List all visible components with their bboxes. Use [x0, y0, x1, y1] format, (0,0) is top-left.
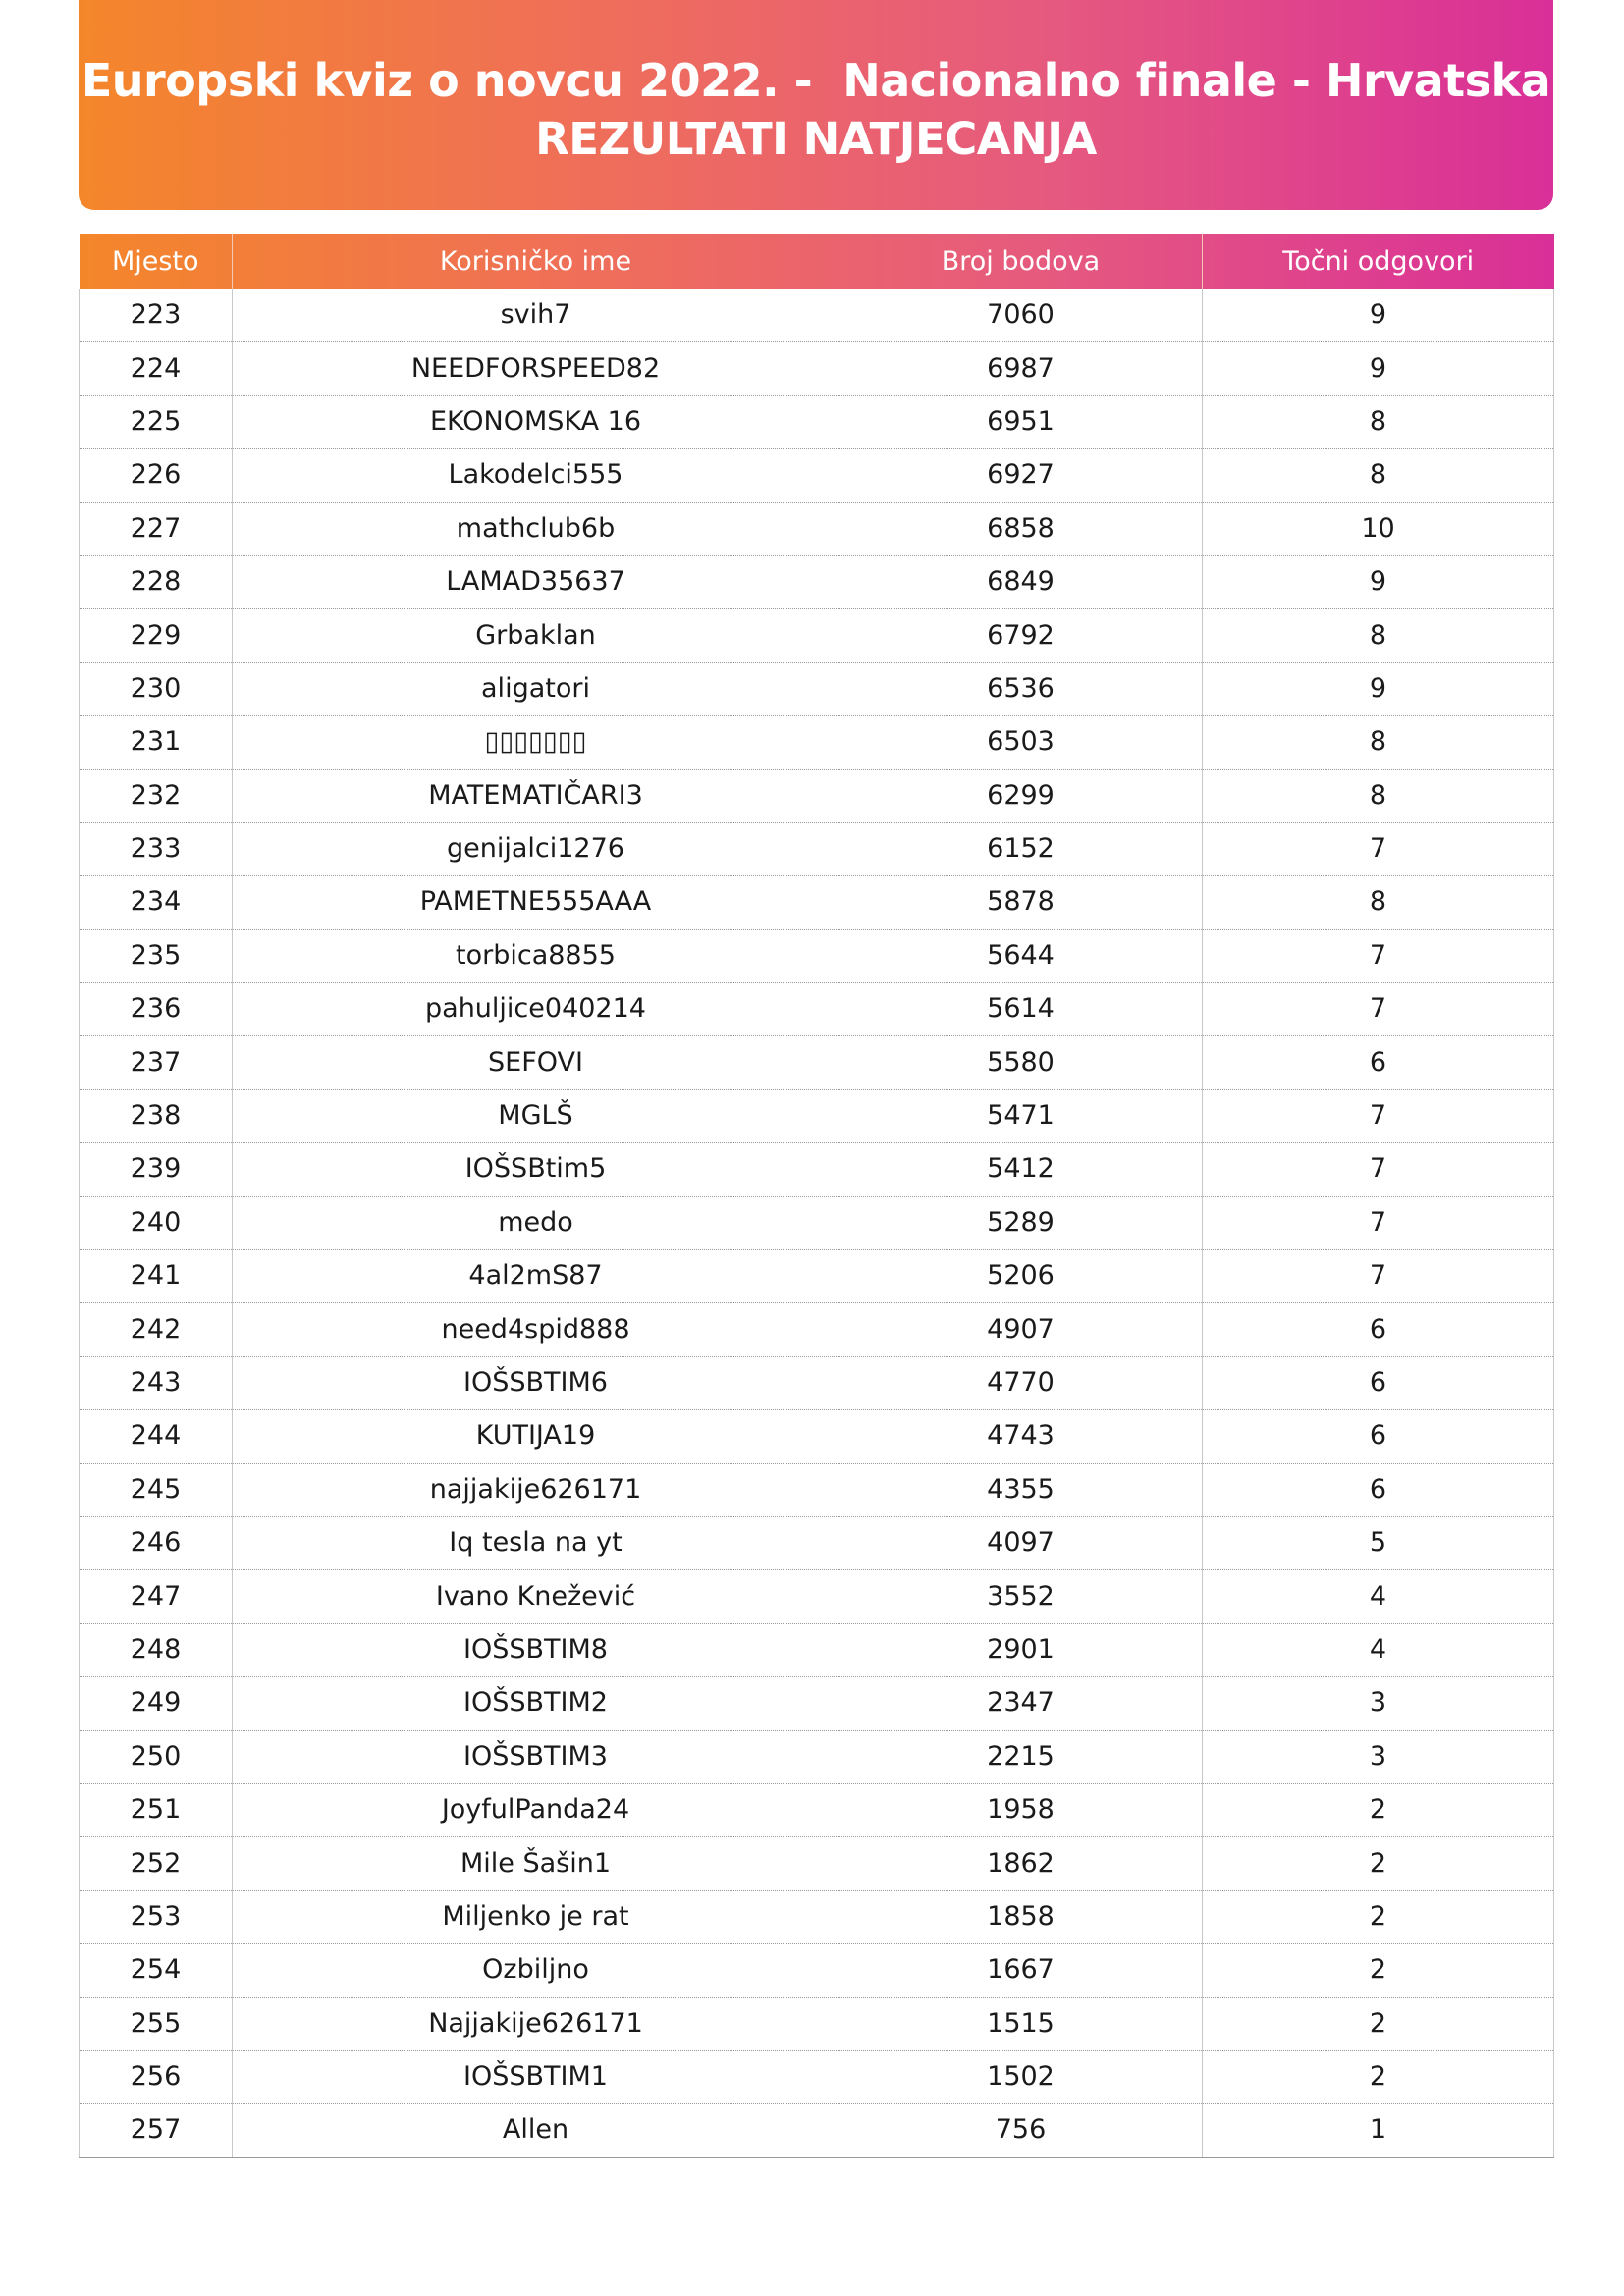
username-cell: IOŠSBTIM2 [233, 1677, 839, 1730]
username-cell: IOŠSBtim5 [233, 1143, 839, 1196]
rank-cell: 254 [80, 1944, 233, 1997]
correct-answers-cell: 6 [1203, 1463, 1554, 1516]
points-cell: 5580 [839, 1036, 1203, 1089]
correct-answers-cell: 2 [1203, 1997, 1554, 2050]
correct-answers-cell: 7 [1203, 1143, 1554, 1196]
points-cell: 5644 [839, 929, 1203, 982]
points-cell: 1515 [839, 1997, 1203, 2050]
correct-answers-cell: 4 [1203, 1623, 1554, 1676]
table-row [80, 876, 1554, 929]
correct-answers-cell: 6 [1203, 1036, 1554, 1089]
points-cell: 3552 [839, 1570, 1203, 1623]
username-cell: need4spid888 [233, 1303, 839, 1356]
username-cell: najjakije626171 [233, 1463, 839, 1516]
username-cell: Mile Šašin1 [233, 1837, 839, 1890]
correct-answers-cell: 7 [1203, 929, 1554, 982]
username-cell: ▯▯▯▯▯▯▯ [233, 716, 839, 769]
rank-cell: 248 [80, 1623, 233, 1676]
correct-answers-cell: 7 [1203, 1196, 1554, 1249]
table-row [80, 983, 1554, 1036]
username-cell: IOŠSBTIM8 [233, 1623, 839, 1676]
table-row [80, 716, 1554, 769]
column-header-mjesto: Mjesto [111, 245, 199, 277]
points-cell: 6927 [839, 449, 1203, 502]
table-row [80, 1623, 1554, 1676]
points-cell: 5471 [839, 1089, 1203, 1142]
username-cell: Lakodelci555 [233, 449, 839, 502]
username-cell: Najjakije626171 [233, 1997, 839, 2050]
rank-cell: 227 [80, 502, 233, 555]
table-body [80, 289, 1554, 2157]
username-cell: MGLŠ [233, 1089, 839, 1142]
rank-cell: 242 [80, 1303, 233, 1356]
correct-answers-cell: 3 [1203, 1730, 1554, 1783]
username-cell: LAMAD35637 [233, 555, 839, 608]
table-row [80, 609, 1554, 662]
rank-cell: 241 [80, 1250, 233, 1303]
rank-cell: 233 [80, 822, 233, 875]
points-cell: 2347 [839, 1677, 1203, 1730]
correct-answers-cell: 5 [1203, 1516, 1554, 1569]
table-row [80, 1783, 1554, 1836]
correct-answers-cell: 9 [1203, 555, 1554, 608]
points-cell: 4097 [839, 1516, 1203, 1569]
points-cell: 6858 [839, 502, 1203, 555]
table-row [80, 1036, 1554, 1089]
username-cell: NEEDFORSPEED82 [233, 342, 839, 395]
rank-cell: 244 [80, 1410, 233, 1463]
rank-cell: 232 [80, 769, 233, 822]
table-row [80, 929, 1554, 982]
rank-cell: 230 [80, 662, 233, 715]
rank-cell: 243 [80, 1356, 233, 1409]
points-cell: 7060 [839, 289, 1203, 342]
page-title: Europski kviz o novcu 2022. - Nacionalno finale - Hrvatska [81, 54, 1551, 107]
correct-answers-cell: 8 [1203, 769, 1554, 822]
table-row [80, 822, 1554, 875]
points-cell: 4907 [839, 1303, 1203, 1356]
table-row [80, 449, 1554, 502]
rank-cell: 235 [80, 929, 233, 982]
username-cell: 4al2mS87 [233, 1250, 839, 1303]
points-cell: 6536 [839, 662, 1203, 715]
correct-answers-cell: 8 [1203, 876, 1554, 929]
rank-cell: 255 [80, 1997, 233, 2050]
points-cell: 6792 [839, 609, 1203, 662]
table-row [80, 342, 1554, 395]
table-row [80, 1303, 1554, 1356]
points-cell: 756 [839, 2104, 1203, 2157]
table-row [80, 1196, 1554, 1249]
username-cell: Ivano Knežević [233, 1570, 839, 1623]
column-header-korisnicko-ime: Korisničko ime [233, 234, 839, 289]
username-cell: IOŠSBTIM3 [233, 1730, 839, 1783]
table-row [80, 1250, 1554, 1303]
rank-cell: 237 [80, 1036, 233, 1089]
username-cell: Allen [233, 2104, 839, 2157]
username-cell: svih7 [233, 289, 839, 342]
correct-answers-cell: 1 [1203, 2104, 1554, 2157]
points-cell: 5614 [839, 983, 1203, 1036]
correct-answers-cell: 6 [1203, 1303, 1554, 1356]
rank-cell: 229 [80, 609, 233, 662]
points-cell: 4770 [839, 1356, 1203, 1409]
rank-cell: 253 [80, 1890, 233, 1943]
points-cell: 6299 [839, 769, 1203, 822]
correct-answers-cell: 2 [1203, 1837, 1554, 1890]
correct-answers-cell: 8 [1203, 609, 1554, 662]
rank-cell: 234 [80, 876, 233, 929]
username-cell: medo [233, 1196, 839, 1249]
correct-answers-cell: 6 [1203, 1410, 1554, 1463]
username-cell: genijalci1276 [233, 822, 839, 875]
username-cell: KUTIJA19 [233, 1410, 839, 1463]
table-row [80, 555, 1554, 608]
points-cell: 5412 [839, 1143, 1203, 1196]
points-cell: 6987 [839, 342, 1203, 395]
username-cell: EKONOMSKA 16 [233, 395, 839, 448]
rank-cell: 236 [80, 983, 233, 1036]
column-header-broj-bodova: Broj bodova [839, 234, 1203, 289]
username-cell: JoyfulPanda24 [233, 1783, 839, 1836]
username-cell: aligatori [233, 662, 839, 715]
points-cell: 1858 [839, 1890, 1203, 1943]
correct-answers-cell: 7 [1203, 822, 1554, 875]
points-cell: 6849 [839, 555, 1203, 608]
username-cell: Ozbiljno [233, 1944, 839, 1997]
username-cell: MATEMATIČARI3 [233, 769, 839, 822]
table-row [80, 1944, 1554, 1997]
points-cell: 6152 [839, 822, 1203, 875]
correct-answers-cell: 9 [1203, 342, 1554, 395]
table-row [80, 769, 1554, 822]
table-row [80, 662, 1554, 715]
username-cell: SEFOVI [233, 1036, 839, 1089]
table-row [80, 2104, 1554, 2157]
username-cell: PAMETNE555AAA [233, 876, 839, 929]
correct-answers-cell: 7 [1203, 983, 1554, 1036]
username-cell: Miljenko je rat [233, 1890, 839, 1943]
correct-answers-cell: 9 [1203, 289, 1554, 342]
correct-answers-cell: 7 [1203, 1089, 1554, 1142]
table-row [80, 1730, 1554, 1783]
results-table [79, 234, 1554, 2158]
rank-cell: 251 [80, 1783, 233, 1836]
points-cell: 2215 [839, 1730, 1203, 1783]
points-cell: 4743 [839, 1410, 1203, 1463]
correct-answers-cell: 7 [1203, 1250, 1554, 1303]
rank-cell: 238 [80, 1089, 233, 1142]
rank-cell: 226 [80, 449, 233, 502]
table-row [80, 2050, 1554, 2103]
rank-cell: 249 [80, 1677, 233, 1730]
points-cell: 6951 [839, 395, 1203, 448]
rank-cell: 228 [80, 555, 233, 608]
correct-answers-cell: 8 [1203, 716, 1554, 769]
table-row [80, 1890, 1554, 1943]
points-cell: 5289 [839, 1196, 1203, 1249]
points-cell: 5878 [839, 876, 1203, 929]
points-cell: 1958 [839, 1783, 1203, 1836]
table-row [80, 1516, 1554, 1569]
page-subtitle: REZULTATI NATJECANJA [535, 113, 1097, 165]
rank-cell: 252 [80, 1837, 233, 1890]
rank-cell: 239 [80, 1143, 233, 1196]
correct-answers-cell: 10 [1203, 502, 1554, 555]
table-row [80, 1143, 1554, 1196]
rank-cell: 257 [80, 2104, 233, 2157]
table-row [80, 395, 1554, 448]
rank-cell: 223 [80, 289, 233, 342]
username-cell: torbica8855 [233, 929, 839, 982]
rank-cell: 231 [80, 716, 233, 769]
table-row [80, 1997, 1554, 2050]
username-cell: pahuljice040214 [233, 983, 839, 1036]
table-row [80, 1837, 1554, 1890]
table-row [80, 1570, 1554, 1623]
username-cell: Iq tesla na yt [233, 1516, 839, 1569]
points-cell: 1862 [839, 1837, 1203, 1890]
correct-answers-cell: 8 [1203, 449, 1554, 502]
correct-answers-cell: 6 [1203, 1356, 1554, 1409]
rank-cell: 247 [80, 1570, 233, 1623]
correct-answers-cell: 2 [1203, 1783, 1554, 1836]
header-banner [79, 0, 1553, 210]
table-row [80, 1356, 1554, 1409]
correct-answers-cell: 3 [1203, 1677, 1554, 1730]
header-row [80, 234, 1554, 289]
username-cell: IOŠSBTIM6 [233, 1356, 839, 1409]
username-cell: Grbaklan [233, 609, 839, 662]
table-row [80, 1410, 1554, 1463]
column-header-tocni-odgovori: Točni odgovori [1203, 234, 1554, 289]
correct-answers-cell: 2 [1203, 1944, 1554, 1997]
rank-cell: 245 [80, 1463, 233, 1516]
rank-cell: 246 [80, 1516, 233, 1569]
table-row [80, 1677, 1554, 1730]
correct-answers-cell: 8 [1203, 395, 1554, 448]
rank-cell: 224 [80, 342, 233, 395]
points-cell: 2901 [839, 1623, 1203, 1676]
points-cell: 5206 [839, 1250, 1203, 1303]
rank-cell: 250 [80, 1730, 233, 1783]
username-cell: IOŠSBTIM1 [233, 2050, 839, 2103]
rank-cell: 225 [80, 395, 233, 448]
table-row [80, 502, 1554, 555]
table-header [80, 234, 1554, 289]
points-cell: 4355 [839, 1463, 1203, 1516]
username-cell: mathclub6b [233, 502, 839, 555]
rank-cell: 256 [80, 2050, 233, 2103]
points-cell: 1667 [839, 1944, 1203, 1997]
points-cell: 6503 [839, 716, 1203, 769]
points-cell: 1502 [839, 2050, 1203, 2103]
correct-answers-cell: 2 [1203, 2050, 1554, 2103]
correct-answers-cell: 9 [1203, 662, 1554, 715]
correct-answers-cell: 4 [1203, 1570, 1554, 1623]
correct-answers-cell: 2 [1203, 1890, 1554, 1943]
table-row [80, 1089, 1554, 1142]
table-row [80, 289, 1554, 342]
rank-cell: 240 [80, 1196, 233, 1249]
table-row [80, 1463, 1554, 1516]
